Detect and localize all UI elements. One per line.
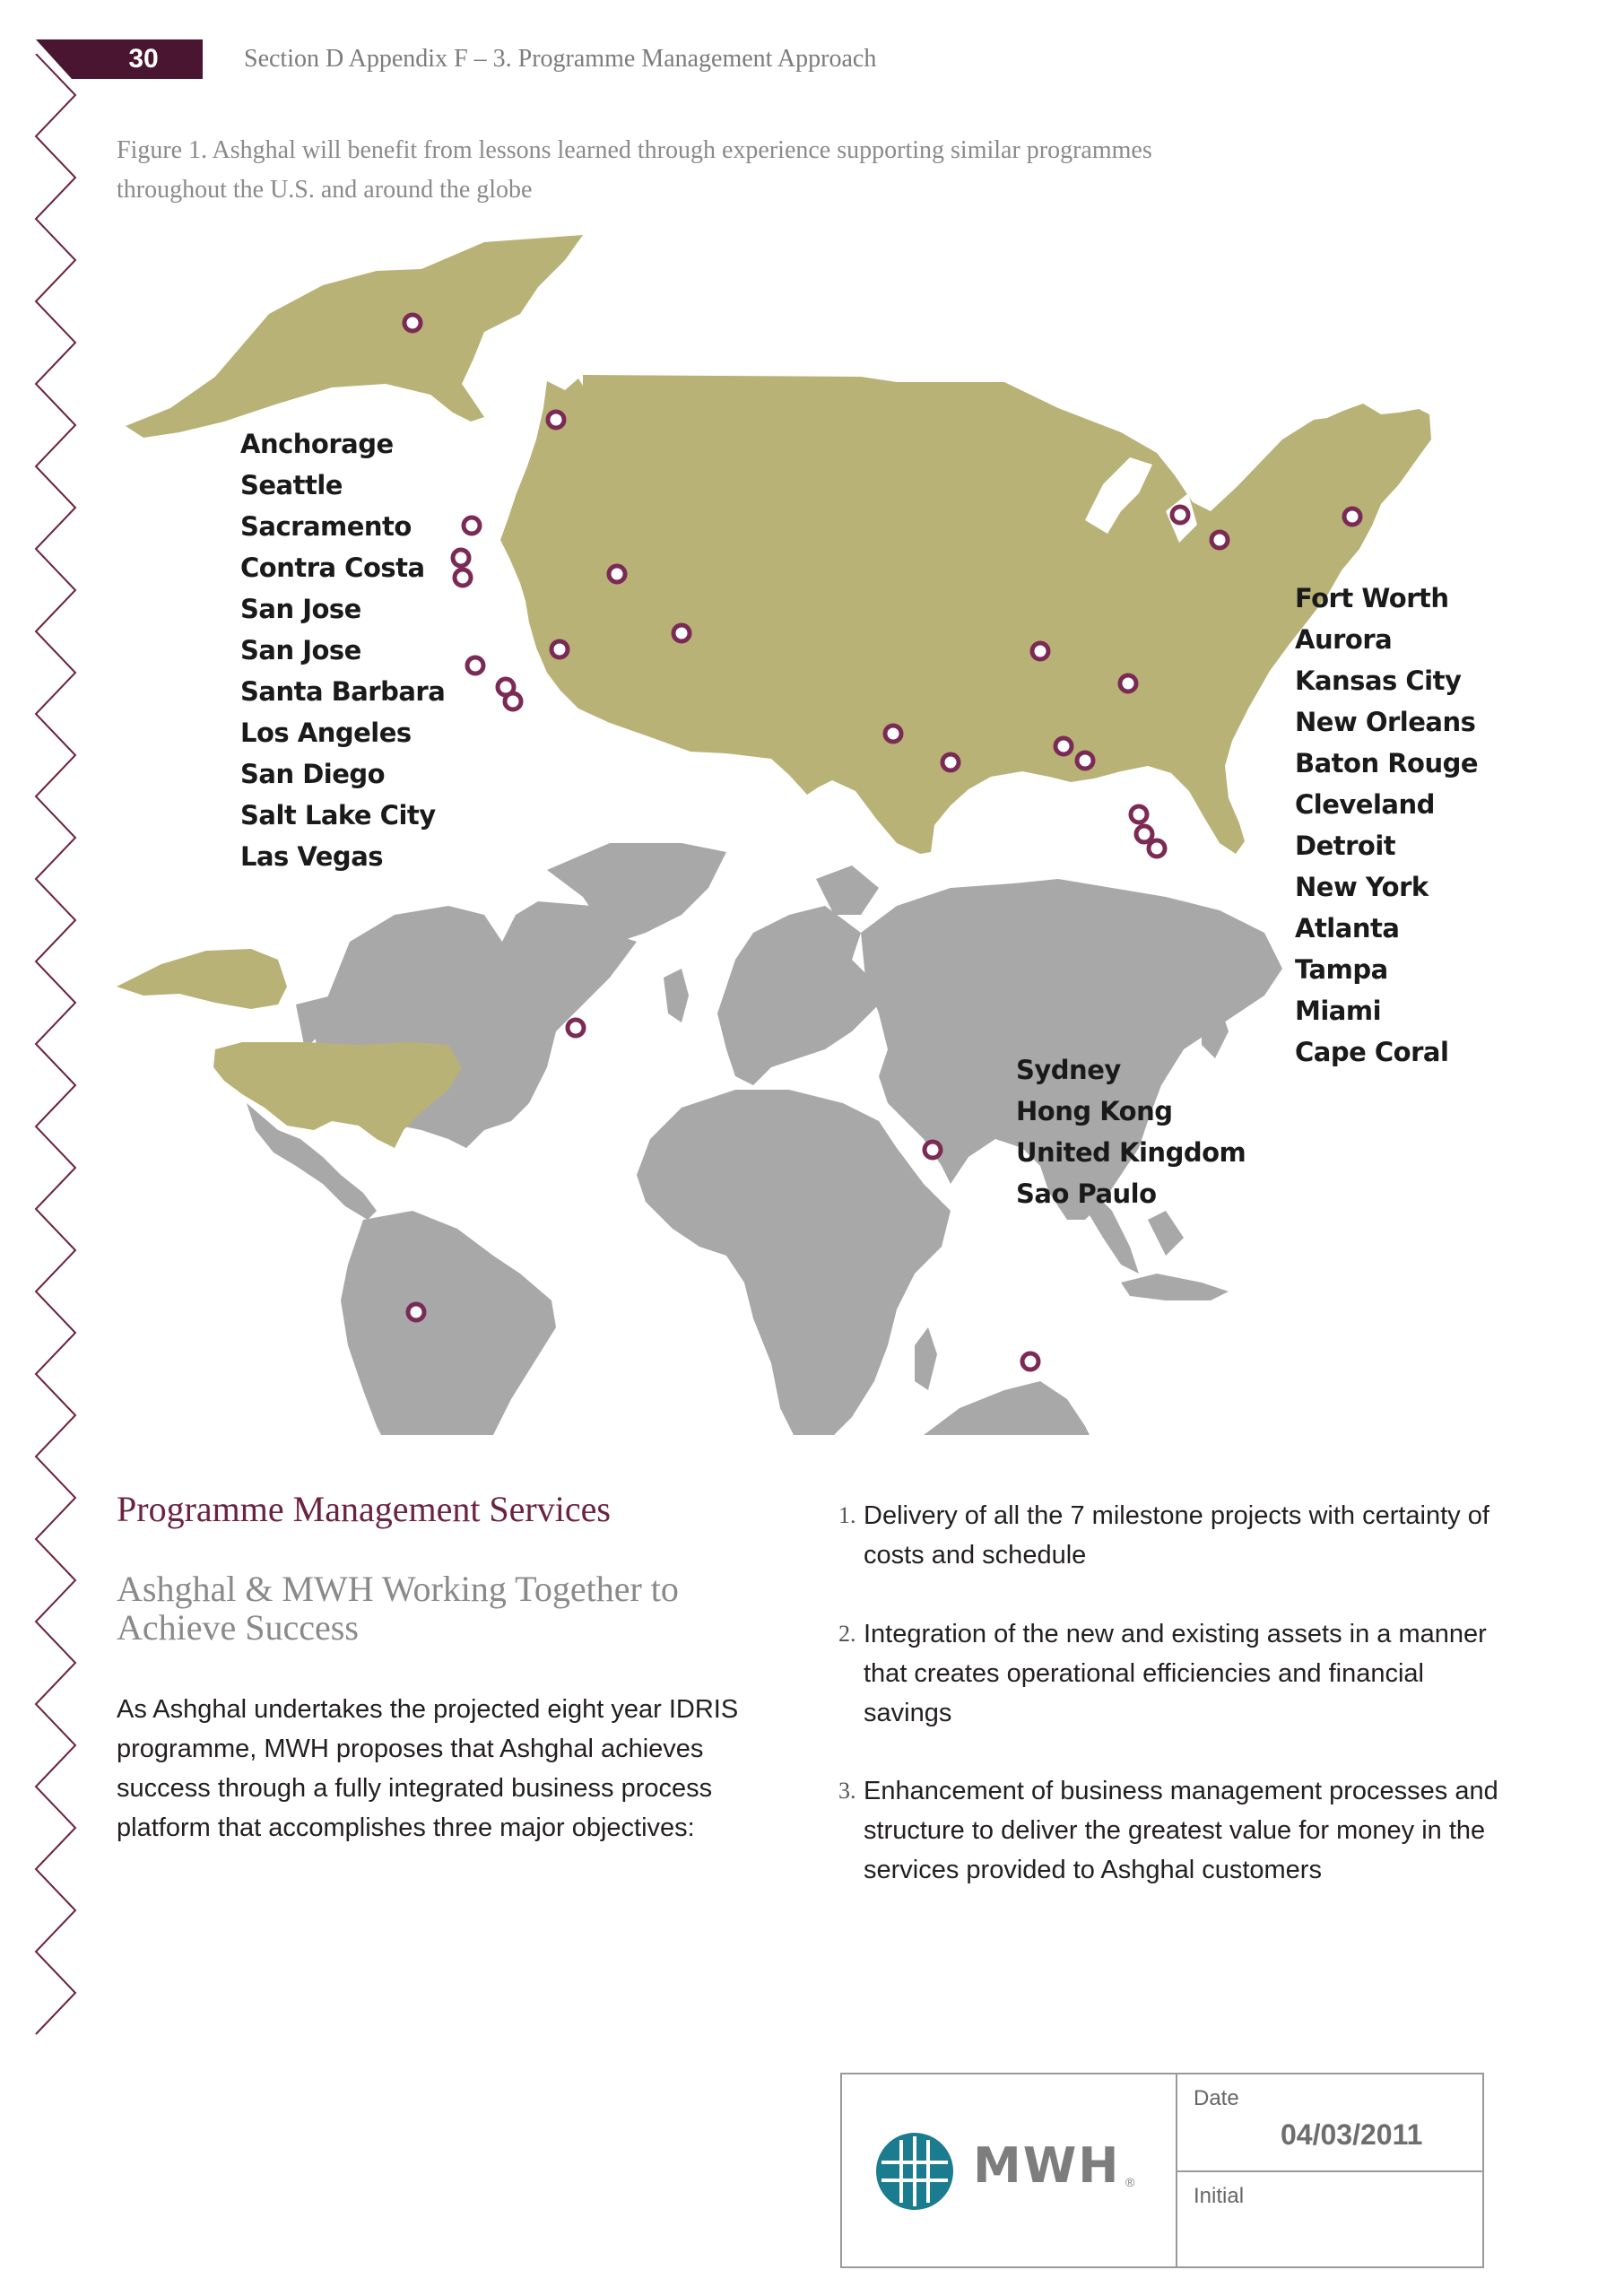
objective-text: Integration of the new and existing assets in a manner that creates operational efficiencies and financial savings: [864, 1620, 1487, 1727]
location-marker: [568, 1020, 584, 1036]
city-label: New Orleans: [1295, 707, 1476, 737]
location-marker: [609, 566, 625, 582]
alaska-map: [126, 235, 583, 438]
objective-text: Enhancement of business management processes and structure to deliver the greatest value for money in the services provided to Ashghal customers: [864, 1777, 1498, 1884]
location-marker: [1344, 509, 1360, 525]
location-marker: [1211, 532, 1228, 548]
location-marker: [467, 657, 483, 674]
date-label: Date: [1194, 2086, 1239, 2110]
location-marker: [505, 693, 521, 709]
location-marker: [408, 1304, 424, 1320]
location-marker: [551, 641, 568, 657]
city-label: Sydney: [1016, 1055, 1121, 1085]
location-marker: [1055, 738, 1072, 754]
objective-item: [838, 1496, 1502, 1578]
location-marker: [548, 412, 564, 428]
objective-number: 1.: [838, 1502, 856, 1528]
city-label: New York: [1295, 872, 1429, 902]
location-marker: [404, 315, 421, 331]
city-label: Salt Lake City: [240, 800, 436, 831]
services-intro-paragraph: As Ashghal undertakes the projected eight year IDRIS programme, MWH proposes that Ashghal achieves success through a fully integrated business process platform that accomplishes three major objectives:: [117, 1695, 739, 1842]
registered-mark: ®: [1125, 2175, 1135, 2189]
initial-label: Initial: [1194, 2184, 1245, 2208]
location-marker: [673, 625, 690, 641]
city-label: Atlanta: [1295, 913, 1400, 944]
city-label: Tampa: [1295, 954, 1388, 985]
city-label: Kansas City: [1295, 665, 1462, 696]
location-marker: [1172, 507, 1188, 523]
city-label: Santa Barbara: [240, 676, 446, 707]
section-header: Section D Appendix F – 3. Programme Management Approach: [244, 45, 877, 73]
usa-map: [500, 375, 1431, 854]
location-marker: [1136, 826, 1152, 842]
city-label: Sao Paulo: [1016, 1178, 1157, 1209]
location-marker: [453, 550, 469, 566]
city-label: Baton Rouge: [1295, 748, 1479, 778]
objective-item: [838, 1771, 1502, 1893]
services-title: Programme Management Services: [117, 1489, 611, 1529]
page-number: 30: [128, 44, 159, 74]
location-marker: [1131, 806, 1147, 822]
city-label: Los Angeles: [240, 718, 412, 748]
services-subtitle: Ashghal & MWH Working Together to Achieve Success: [117, 1569, 679, 1648]
city-label: Contra Costa: [240, 552, 425, 583]
location-marker: [1022, 1353, 1038, 1370]
city-label: Aurora: [1295, 624, 1393, 655]
figure-caption: Figure 1. Ashghal will benefit from lessons learned through experience supporting similar programmes throughout the U.S. and around the globe: [117, 136, 1152, 204]
stamp-divider: [1176, 2170, 1484, 2172]
city-label: Las Vegas: [240, 841, 384, 872]
location-marker: [942, 754, 959, 770]
city-label: San Jose: [240, 594, 361, 624]
location-marker: [1120, 675, 1136, 691]
objective-number: 2.: [838, 1621, 856, 1647]
mwh-logo-text: MWH: [973, 2137, 1121, 2194]
date-value: 04/03/2011: [1281, 2118, 1423, 2151]
city-label: Anchorage: [240, 429, 394, 459]
objective-item: [838, 1614, 1502, 1736]
city-label: Detroit: [1295, 831, 1396, 861]
location-marker: [464, 517, 480, 534]
city-label: San Jose: [240, 635, 361, 665]
city-label: Sacramento: [240, 511, 412, 542]
west-cities-list: [240, 423, 445, 877]
city-label: Cleveland: [1295, 789, 1435, 820]
mwh-globe-logo-icon: [874, 2131, 955, 2212]
city-label: United Kingdom: [1016, 1137, 1246, 1168]
east-cities-list: [1295, 578, 1478, 1073]
location-marker: [1077, 752, 1093, 769]
city-label: Fort Worth: [1295, 583, 1449, 613]
location-marker: [1032, 643, 1048, 659]
objective-text: Delivery of all the 7 milestone projects with certainty of costs and schedule: [864, 1501, 1489, 1570]
city-label: San Diego: [240, 759, 386, 789]
location-marker: [925, 1142, 941, 1158]
location-marker: [1149, 840, 1165, 857]
objective-number: 3.: [838, 1778, 856, 1804]
city-label: Seattle: [240, 470, 343, 500]
international-cities-list: [1016, 1049, 1246, 1214]
location-marker: [455, 570, 471, 586]
city-label: Miami: [1295, 996, 1382, 1026]
city-label: Hong Kong: [1016, 1096, 1173, 1126]
zigzag-border-decoration: [32, 54, 86, 2045]
city-label: Cape Coral: [1295, 1037, 1449, 1067]
location-marker: [885, 726, 901, 742]
